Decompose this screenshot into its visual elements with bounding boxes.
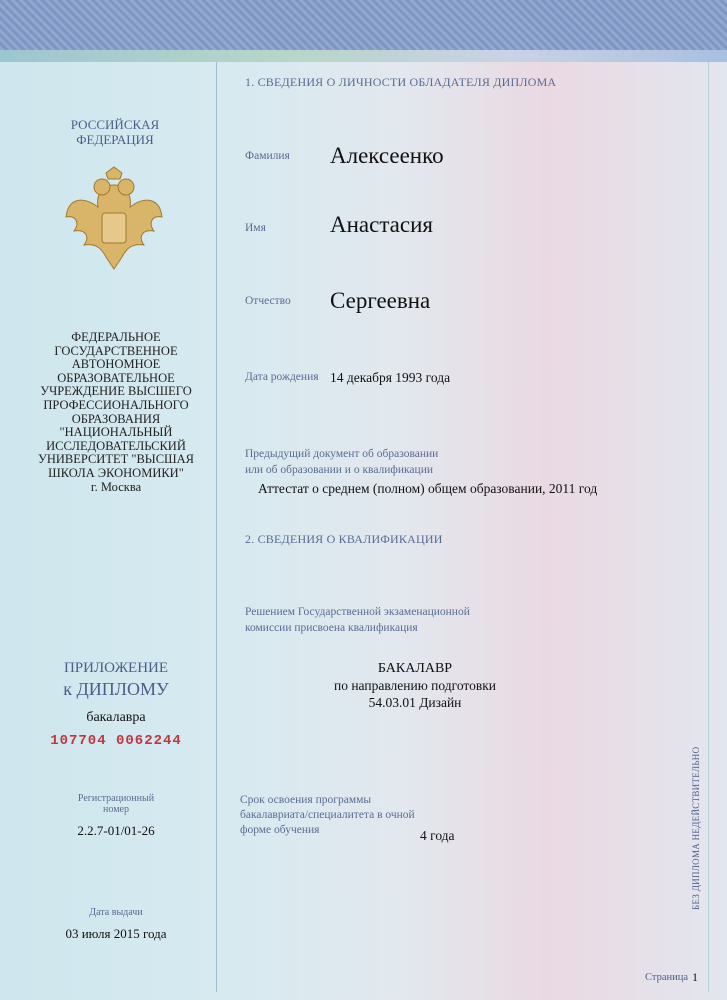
institution-name: [22, 331, 210, 494]
country-name: [20, 117, 210, 147]
name-value: Анастасия: [330, 212, 433, 237]
patronymic-label: Отчество: [245, 295, 291, 307]
term-label-line-2: бакалавриата/специалитета в очной: [240, 809, 415, 821]
term-label-line-1: Срок освоения программы: [240, 794, 372, 806]
study-term-label: [240, 793, 415, 838]
previous-document-label: [245, 446, 438, 478]
serial-number: 107704 0062244: [50, 733, 182, 749]
country-line-2: ФЕДЕРАЦИЯ: [76, 132, 154, 147]
previous-document-label-line-1: Предыдущий документ об образовании: [245, 448, 439, 460]
section-1-title: 1. СВЕДЕНИЯ О ЛИЧНОСТИ ОБЛАДАТЕЛЯ ДИПЛОМА: [245, 75, 557, 89]
degree-type: бакалавра: [86, 710, 146, 725]
qualification-value: БАКАЛАВР: [377, 661, 453, 676]
decision-label-line-1: Решением Государственной экзаменационной: [245, 606, 470, 618]
institution-line: "НАЦИОНАЛЬНЫЙ: [59, 425, 173, 440]
institution-line: ОБРАЗОВАНИЯ: [71, 411, 161, 426]
registration-label-line-1: Регистрационный: [77, 793, 155, 804]
institution-city: г. Москва: [90, 479, 142, 494]
registration-label-line-2: номер: [103, 804, 129, 815]
program-value: 54.03.01 Дизайн: [368, 695, 462, 710]
institution-line: ШКОЛА ЭКОНОМИКИ": [48, 465, 184, 480]
institution-line: ОБРАЗОВАТЕЛЬНОЕ: [57, 370, 175, 385]
issue-date: 03 июля 2015 года: [65, 926, 167, 941]
validity-note: БЕЗ ДИПЛОМА НЕДЕЙСТВИТЕЛЬНО: [691, 746, 701, 910]
section-2-title: 2. СВЕДЕНИЯ О КВАЛИФИКАЦИИ: [245, 532, 443, 546]
institution-line: УНИВЕРСИТЕТ "ВЫСШАЯ: [37, 452, 195, 467]
birth-date-label: Дата рождения: [245, 371, 319, 383]
institution-line: ИССЛЕДОВАТЕЛЬСКИЙ: [46, 438, 186, 453]
term-label-line-3: форме обучения: [240, 824, 320, 836]
institution-line: АВТОНОМНОЕ: [71, 357, 161, 372]
institution-line: ФЕДЕРАЛЬНОЕ: [71, 330, 161, 344]
institution-line: ПРОФЕССИОНАЛЬНОГО: [43, 397, 189, 412]
institution-line: ГОСУДАРСТВЕННОЕ: [54, 343, 178, 358]
direction-label: по направлению подготовки: [333, 678, 497, 693]
patronymic-value: Сергеевна: [330, 288, 431, 313]
page-label: Страница: [645, 972, 689, 983]
institution-line: УЧРЕЖДЕНИЕ ВЫСШЕГО: [40, 384, 192, 399]
coat-of-arms-emblem: [62, 165, 167, 275]
study-term-value: 4 года: [420, 828, 455, 843]
appendix-title: ПРИЛОЖЕНИЕ: [63, 660, 169, 676]
surname-label: Фамилия: [245, 150, 290, 162]
previous-document-value: Аттестат о среднем (полном) общем образовании, 2011 год: [258, 481, 598, 496]
appendix-subtitle: к ДИПЛОМУ: [63, 679, 169, 699]
registration-label: [22, 793, 210, 815]
issue-date-label: Дата выдачи: [89, 907, 143, 918]
page-number: 1: [692, 970, 698, 984]
country-line-1: РОССИЙСКАЯ: [70, 117, 160, 132]
birth-date-value: 14 декабря 1993 года: [330, 370, 451, 385]
decorative-top-band: [0, 0, 727, 62]
surname-value: Алексеенко: [330, 143, 444, 168]
registration-number: 2.2.7-01/01-26: [77, 823, 155, 838]
qualification-decision-label: [245, 604, 470, 636]
previous-document-label-line-2: или об образовании и о квалификации: [245, 464, 434, 476]
right-margin-line: [708, 62, 709, 992]
name-label: Имя: [245, 222, 266, 234]
decision-label-line-2: комиссии присвоена квалификация: [245, 622, 418, 634]
